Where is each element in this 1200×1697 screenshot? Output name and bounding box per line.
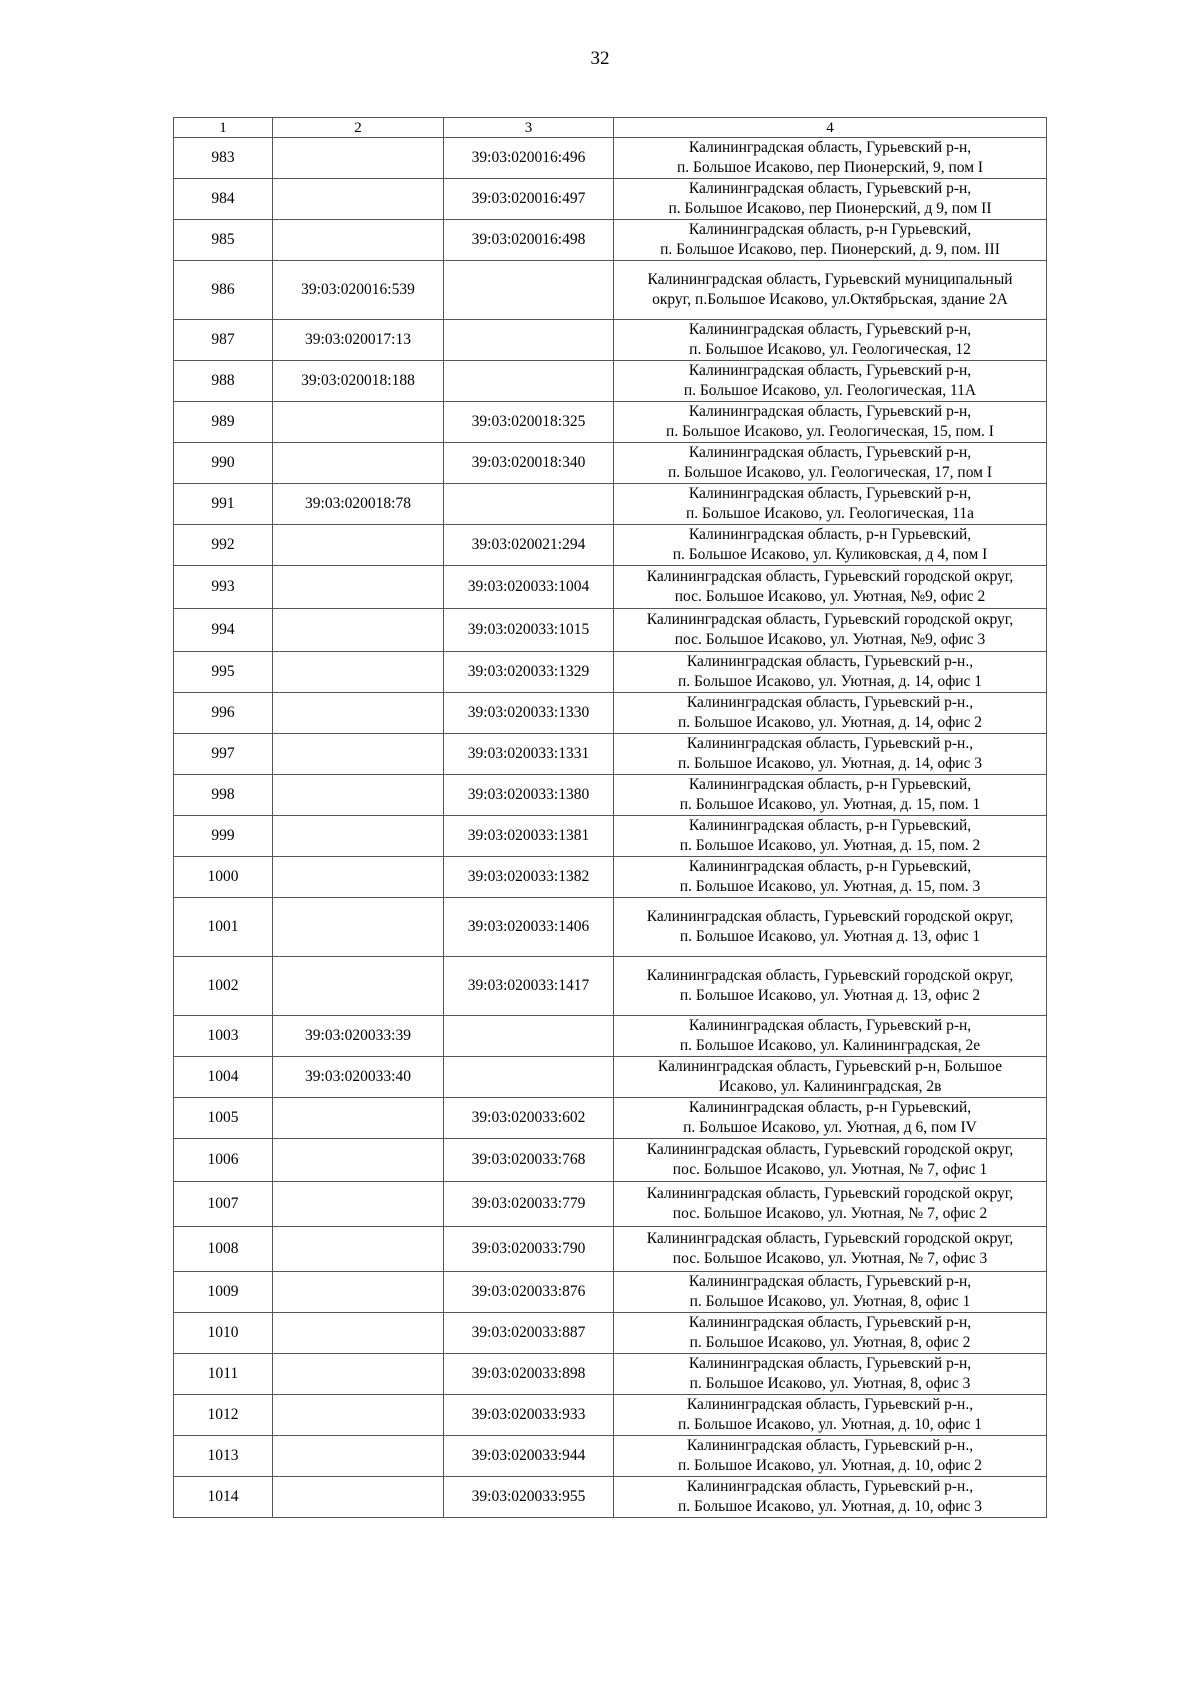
address-cell: [614, 484, 1047, 525]
row-number-cell: 1008: [174, 1227, 273, 1272]
address-line: Калининградская область, Гурьевский городской округ,: [646, 908, 1014, 925]
address-line: п. Большое Исаково, ул. Уютная, 8, офис 1: [689, 1293, 971, 1310]
address-line: п. Большое Исаково, пер Пионерский, 9, пом I: [676, 159, 984, 176]
address-cell: [614, 652, 1047, 693]
address-cell: [614, 957, 1047, 1016]
table-row: [174, 566, 1047, 609]
address-line: п. Большое Исаково, ул. Уютная, д. 10, офис 3: [677, 1498, 983, 1515]
address-line: Калининградская область, Гурьевский городской округ,: [646, 568, 1014, 585]
address-line: Калининградская область, Гурьевский р-н,: [688, 1314, 972, 1331]
table-row: [174, 1139, 1047, 1182]
address-line: Калининградская область, р-н Гурьевский,: [688, 776, 972, 793]
address-line: пос. Большое Исаково, ул. Уютная, № 7, офис 1: [672, 1161, 988, 1178]
table-row: [174, 957, 1047, 1016]
row-number-cell: 995: [174, 652, 273, 693]
address-line: п. Большое Исаково, ул. Геологическая, 12: [689, 341, 971, 358]
row-number-cell: 991: [174, 484, 273, 525]
row-number-cell: 1011: [174, 1354, 273, 1395]
address-line: Калининградская область, Гурьевский р-н.,: [686, 1478, 974, 1495]
parcel-number-cell: [273, 1139, 444, 1182]
row-number-cell: 1004: [174, 1057, 273, 1098]
table-row: [174, 652, 1047, 693]
address-line: Калининградская область, Гурьевский р-н,: [688, 403, 972, 420]
column-header: 1: [174, 118, 273, 138]
address-line: п. Большое Исаково, ул. Уютная, 8, офис 3: [689, 1375, 971, 1392]
address-cell: [614, 1016, 1047, 1057]
address-line: п. Большое Исаково, ул. Геологическая, 17, пом I: [667, 464, 992, 481]
address-cell: [614, 261, 1047, 320]
object-number-cell: 39:03:020033:790: [444, 1227, 614, 1272]
address-line: Калининградская область, Гурьевский р-н,: [688, 1355, 972, 1372]
parcel-number-cell: [273, 734, 444, 775]
parcel-number-cell: [273, 609, 444, 652]
address-line: Калининградская область, Гурьевский р-н.,: [686, 735, 974, 752]
parcel-number-cell: 39:03:020018:78: [273, 484, 444, 525]
table-row: [174, 220, 1047, 261]
table-row: [174, 1313, 1047, 1354]
row-number-cell: 992: [174, 525, 273, 566]
object-number-cell: 39:03:020033:1331: [444, 734, 614, 775]
object-number-cell: 39:03:020033:602: [444, 1098, 614, 1139]
address-line: п. Большое Исаково, ул. Уютная, д. 14, офис 1: [677, 673, 983, 690]
row-number-cell: 997: [174, 734, 273, 775]
table-row: [174, 443, 1047, 484]
object-number-cell: 39:03:020033:1381: [444, 816, 614, 857]
parcel-number-cell: 39:03:020033:40: [273, 1057, 444, 1098]
parcel-number-cell: [273, 179, 444, 220]
address-line: Калининградская область, р-н Гурьевский,: [688, 817, 972, 834]
object-number-cell: 39:03:020033:1015: [444, 609, 614, 652]
address-line: Калининградская область, Гурьевский р-н.,: [686, 694, 974, 711]
table-row: [174, 898, 1047, 957]
row-number-cell: 1010: [174, 1313, 273, 1354]
address-cell: [614, 1477, 1047, 1518]
object-number-cell: 39:03:020033:876: [444, 1272, 614, 1313]
object-number-cell: 39:03:020033:1417: [444, 957, 614, 1016]
parcel-number-cell: [273, 566, 444, 609]
address-cell: [614, 1436, 1047, 1477]
table-row: [174, 1395, 1047, 1436]
parcel-number-cell: [273, 1272, 444, 1313]
address-line: Калининградская область, Гурьевский р-н,: [688, 362, 972, 379]
object-number-cell: 39:03:020018:325: [444, 402, 614, 443]
address-line: Калининградская область, р-н Гурьевский,: [688, 221, 972, 238]
table-row: [174, 609, 1047, 652]
object-number-cell: 39:03:020016:498: [444, 220, 614, 261]
row-number-cell: 993: [174, 566, 273, 609]
address-line: Калининградская область, Гурьевский р-н.,: [686, 1396, 974, 1413]
table-row: [174, 1016, 1047, 1057]
row-number-cell: 1006: [174, 1139, 273, 1182]
row-number-cell: 999: [174, 816, 273, 857]
row-number-cell: 987: [174, 320, 273, 361]
parcel-number-cell: [273, 693, 444, 734]
address-line: п. Большое Исаково, ул. Уютная, д. 14, офис 3: [677, 755, 983, 772]
object-number-cell: [444, 484, 614, 525]
address-line: п. Большое Исаково, ул. Уютная, д. 10, офис 1: [677, 1416, 983, 1433]
address-line: Калининградская область, Гурьевский р-н,: [688, 321, 972, 338]
table-row: [174, 816, 1047, 857]
object-number-cell: 39:03:020033:1004: [444, 566, 614, 609]
address-line: Калининградская область, Гурьевский р-н,: [688, 444, 972, 461]
address-cell: [614, 361, 1047, 402]
address-cell: [614, 1227, 1047, 1272]
page-number: 32: [590, 48, 610, 69]
address-line: Калининградская область, Гурьевский р-н,: [688, 1273, 972, 1290]
address-cell: [614, 566, 1047, 609]
object-number-cell: 39:03:020033:768: [444, 1139, 614, 1182]
parcel-number-cell: [273, 775, 444, 816]
row-number-cell: 1007: [174, 1182, 273, 1227]
object-number-cell: [444, 320, 614, 361]
address-line: пос. Большое Исаково, ул. Уютная, №9, офис 2: [674, 588, 986, 605]
object-number-cell: 39:03:020016:497: [444, 179, 614, 220]
address-line: Калининградская область, Гурьевский р-н,: [688, 1017, 972, 1034]
address-cell: [614, 775, 1047, 816]
row-number-cell: 1001: [174, 898, 273, 957]
parcel-number-cell: [273, 898, 444, 957]
parcel-number-cell: [273, 443, 444, 484]
table-row: [174, 402, 1047, 443]
object-number-cell: 39:03:020033:1382: [444, 857, 614, 898]
table-row: [174, 1477, 1047, 1518]
column-header: 3: [444, 118, 614, 138]
table-row: [174, 179, 1047, 220]
row-number-cell: 1009: [174, 1272, 273, 1313]
row-number-cell: 990: [174, 443, 273, 484]
row-number-cell: 1013: [174, 1436, 273, 1477]
registry-table: [173, 117, 1047, 1518]
object-number-cell: 39:03:020033:1380: [444, 775, 614, 816]
address-line: п. Большое Исаково, пер. Пионерский, д. 9, пом. III: [660, 241, 1000, 258]
object-number-cell: [444, 1016, 614, 1057]
address-line: Калининградская область, Гурьевский городской округ,: [646, 1230, 1014, 1247]
address-cell: [614, 1139, 1047, 1182]
parcel-number-cell: [273, 138, 444, 179]
table-row: [174, 1272, 1047, 1313]
address-line: п. Большое Исаково, ул. Калининградская, 2е: [679, 1037, 981, 1054]
address-line: п. Большое Исаково, ул. Геологическая, 11а: [686, 505, 974, 522]
table-row: [174, 484, 1047, 525]
address-line: п. Большое Исаково, пер Пионерский, д 9, пом II: [668, 200, 992, 217]
address-line: п. Большое Исаково, ул. Уютная, д. 14, офис 2: [677, 714, 983, 731]
object-number-cell: 39:03:020033:779: [444, 1182, 614, 1227]
row-number-cell: 1000: [174, 857, 273, 898]
address-line: п. Большое Исаково, ул. Геологическая, 15, пом. I: [666, 423, 994, 440]
row-number-cell: 1005: [174, 1098, 273, 1139]
object-number-cell: 39:03:020033:887: [444, 1313, 614, 1354]
parcel-number-cell: 39:03:020017:13: [273, 320, 444, 361]
object-number-cell: 39:03:020033:933: [444, 1395, 614, 1436]
address-line: пос. Большое Исаково, ул. Уютная, № 7, офис 2: [672, 1205, 988, 1222]
address-line: Калининградская область, Гурьевский р-н.,: [686, 653, 974, 670]
address-cell: [614, 138, 1047, 179]
table-row: [174, 1227, 1047, 1272]
parcel-number-cell: [273, 857, 444, 898]
object-number-cell: 39:03:020033:955: [444, 1477, 614, 1518]
address-cell: [614, 525, 1047, 566]
address-cell: [614, 320, 1047, 361]
address-cell: [614, 443, 1047, 484]
registry-table-body: [174, 118, 1047, 1518]
address-line: Исаково, ул. Калининградская, 2в: [718, 1078, 942, 1095]
address-line: Калининградская область, Гурьевский городской округ,: [646, 1185, 1014, 1202]
address-line: п. Большое Исаково, ул. Уютная, д. 15, пом. 3: [679, 878, 981, 895]
row-number-cell: 988: [174, 361, 273, 402]
address-line: п. Большое Исаково, ул. Геологическая, 11А: [683, 382, 977, 399]
address-cell: [614, 1057, 1047, 1098]
address-line: пос. Большое Исаково, ул. Уютная, №9, офис 3: [674, 631, 986, 648]
table-row: [174, 320, 1047, 361]
table-row: [174, 1436, 1047, 1477]
address-line: Калининградская область, Гурьевский городской округ,: [646, 1141, 1014, 1158]
address-cell: [614, 816, 1047, 857]
parcel-number-cell: [273, 220, 444, 261]
address-cell: [614, 1395, 1047, 1436]
address-cell: [614, 1272, 1047, 1313]
table-row: [174, 857, 1047, 898]
table-row: [174, 734, 1047, 775]
table-row: [174, 261, 1047, 320]
address-line: п. Большое Исаково, ул. Уютная, д. 15, пом. 1: [679, 796, 981, 813]
row-number-cell: 1014: [174, 1477, 273, 1518]
object-number-cell: 39:03:020033:944: [444, 1436, 614, 1477]
address-cell: [614, 220, 1047, 261]
address-cell: [614, 402, 1047, 443]
address-line: п. Большое Исаково, ул. Уютная, д. 15, пом. 2: [679, 837, 981, 854]
row-number-cell: 994: [174, 609, 273, 652]
parcel-number-cell: [273, 1436, 444, 1477]
address-line: п. Большое Исаково, ул. Уютная, д 6, пом IV: [683, 1119, 977, 1136]
parcel-number-cell: [273, 1477, 444, 1518]
object-number-cell: 39:03:020033:1329: [444, 652, 614, 693]
object-number-cell: 39:03:020033:1406: [444, 898, 614, 957]
address-line: Калининградская область, Гурьевский р-н.,: [686, 1437, 974, 1454]
address-cell: [614, 179, 1047, 220]
parcel-number-cell: 39:03:020016:539: [273, 261, 444, 320]
table-row: [174, 775, 1047, 816]
table-row: [174, 361, 1047, 402]
row-number-cell: 996: [174, 693, 273, 734]
row-number-cell: 985: [174, 220, 273, 261]
address-line: п. Большое Исаково, ул. Уютная, 8, офис 2: [689, 1334, 971, 1351]
row-number-cell: 984: [174, 179, 273, 220]
object-number-cell: 39:03:020033:1330: [444, 693, 614, 734]
object-number-cell: [444, 1057, 614, 1098]
row-number-cell: 998: [174, 775, 273, 816]
address-cell: [614, 857, 1047, 898]
row-number-cell: 1003: [174, 1016, 273, 1057]
parcel-number-cell: [273, 1395, 444, 1436]
address-line: пос. Большое Исаково, ул. Уютная, № 7, офис 3: [672, 1250, 988, 1267]
parcel-number-cell: [273, 652, 444, 693]
parcel-number-cell: [273, 1227, 444, 1272]
address-line: Калининградская область, Гурьевский городской округ,: [646, 967, 1014, 984]
table-row: [174, 138, 1047, 179]
address-line: Калининградская область, Гурьевский городской округ,: [646, 611, 1014, 628]
table-row: [174, 693, 1047, 734]
parcel-number-cell: [273, 816, 444, 857]
address-line: Калининградская область, р-н Гурьевский,: [688, 858, 972, 875]
address-cell: [614, 693, 1047, 734]
row-number-cell: 1012: [174, 1395, 273, 1436]
address-line: Калининградская область, Гурьевский р-н,: [688, 139, 972, 156]
row-number-cell: 989: [174, 402, 273, 443]
address-line: Калининградская область, Гурьевский р-н, Большое: [657, 1058, 1003, 1075]
table-row: [174, 1354, 1047, 1395]
row-number-cell: 1002: [174, 957, 273, 1016]
address-cell: [614, 1182, 1047, 1227]
parcel-number-cell: 39:03:020018:188: [273, 361, 444, 402]
address-line: Калининградская область, р-н Гурьевский,: [688, 526, 972, 543]
column-header: 4: [614, 118, 1047, 138]
address-line: п. Большое Исаково, ул. Куликовская, д 4, пом I: [672, 546, 988, 563]
header-row: [174, 118, 1047, 138]
address-line: п. Большое Исаково, ул. Уютная д. 13, офис 1: [679, 928, 981, 945]
address-line: п. Большое Исаково, ул. Уютная д. 13, офис 2: [679, 987, 981, 1004]
address-line: Калининградская область, Гурьевский р-н,: [688, 180, 972, 197]
address-line: Калининградская область, р-н Гурьевский,: [688, 1099, 972, 1116]
address-cell: [614, 1313, 1047, 1354]
address-cell: [614, 609, 1047, 652]
object-number-cell: 39:03:020018:340: [444, 443, 614, 484]
parcel-number-cell: [273, 525, 444, 566]
table-row: [174, 1182, 1047, 1227]
table-row: [174, 1057, 1047, 1098]
address-line: округ, п.Большое Исаково, ул.Октябрьская, здание 2А: [652, 291, 1008, 308]
parcel-number-cell: [273, 1098, 444, 1139]
parcel-number-cell: 39:03:020033:39: [273, 1016, 444, 1057]
column-header: 2: [273, 118, 444, 138]
address-line: Калининградская область, Гурьевский муниципальный: [647, 271, 1013, 288]
object-number-cell: [444, 361, 614, 402]
parcel-number-cell: [273, 957, 444, 1016]
address-cell: [614, 898, 1047, 957]
parcel-number-cell: [273, 1182, 444, 1227]
row-number-cell: 983: [174, 138, 273, 179]
address-cell: [614, 1098, 1047, 1139]
object-number-cell: 39:03:020021:294: [444, 525, 614, 566]
parcel-number-cell: [273, 1354, 444, 1395]
parcel-number-cell: [273, 1313, 444, 1354]
object-number-cell: 39:03:020033:898: [444, 1354, 614, 1395]
table-row: [174, 525, 1047, 566]
object-number-cell: [444, 261, 614, 320]
parcel-number-cell: [273, 402, 444, 443]
address-line: п. Большое Исаково, ул. Уютная, д. 10, офис 2: [677, 1457, 983, 1474]
address-cell: [614, 734, 1047, 775]
address-line: Калининградская область, Гурьевский р-н,: [688, 485, 972, 502]
address-cell: [614, 1354, 1047, 1395]
table-row: [174, 1098, 1047, 1139]
object-number-cell: 39:03:020016:496: [444, 138, 614, 179]
row-number-cell: 986: [174, 261, 273, 320]
